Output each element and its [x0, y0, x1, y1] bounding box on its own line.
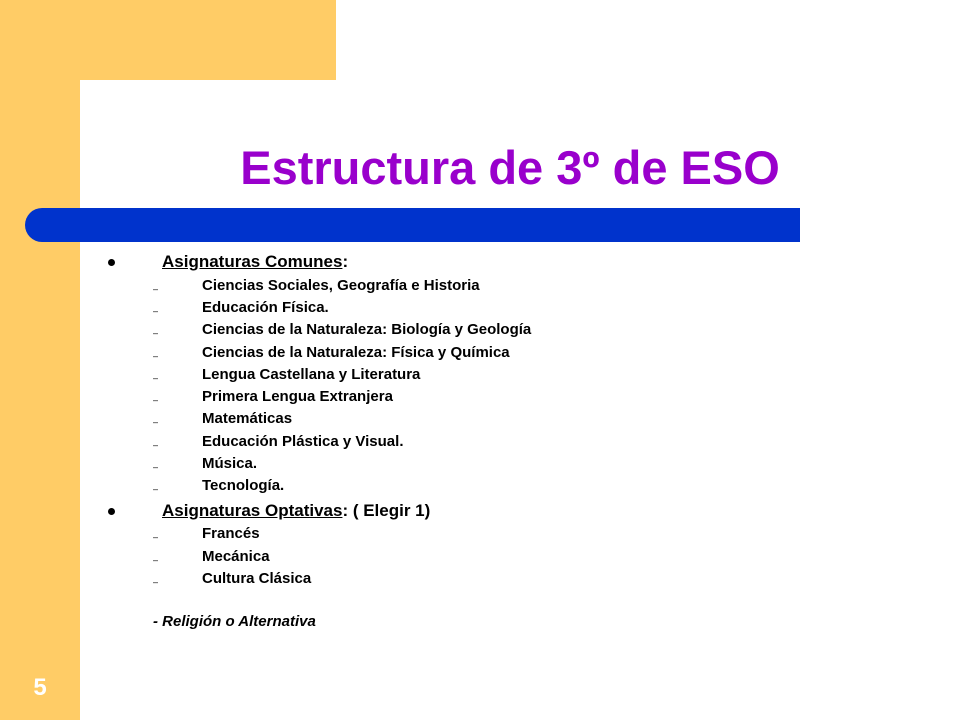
dash-icon: –	[153, 284, 159, 294]
page-number: 5	[33, 674, 47, 701]
religion-note: - Religión o Alternativa	[153, 613, 316, 630]
dash-icon: –	[153, 328, 159, 338]
dash-icon: –	[153, 306, 159, 316]
dash-icon: –	[153, 532, 159, 542]
dash-icon: –	[153, 440, 159, 450]
section-heading: Asignaturas Optativas	[162, 501, 343, 520]
bullet-dot-icon	[108, 508, 115, 515]
dash-icon: –	[153, 555, 159, 565]
dash-icon: –	[153, 484, 159, 494]
dash-icon: –	[153, 395, 159, 405]
dash-icon: –	[153, 417, 159, 427]
dash-icon: –	[153, 462, 159, 472]
dash-icon: –	[153, 373, 159, 383]
section-heading: Asignaturas Comunes	[162, 252, 343, 271]
dash-icon: –	[153, 351, 159, 361]
slide-title: Estructura de 3º de ESO	[240, 141, 780, 194]
section-suffix: :	[342, 252, 349, 271]
slide-content: Asignaturas Comunes: – Ciencias Sociales, Geografía e Historia – Educación Física. – Ciencias de la Naturaleza: Biología y Geología – Ciencias de la Naturaleza: Física y Química – Lengua Castellana y Literatura – Primera Lengua Extranjera – Matemáticas – Educación Plástica y Visual. – Música. – Tecnología. Asignaturas Optativas: ( Elegir 1) – Francés – Mecánica – Cultura Clásica - Religión o Alternativa	[0, 0, 960, 720]
section-suffix: : ( Elegir 1)	[342, 501, 431, 520]
dash-icon: –	[153, 577, 159, 587]
bullet-dot-icon	[108, 259, 115, 266]
